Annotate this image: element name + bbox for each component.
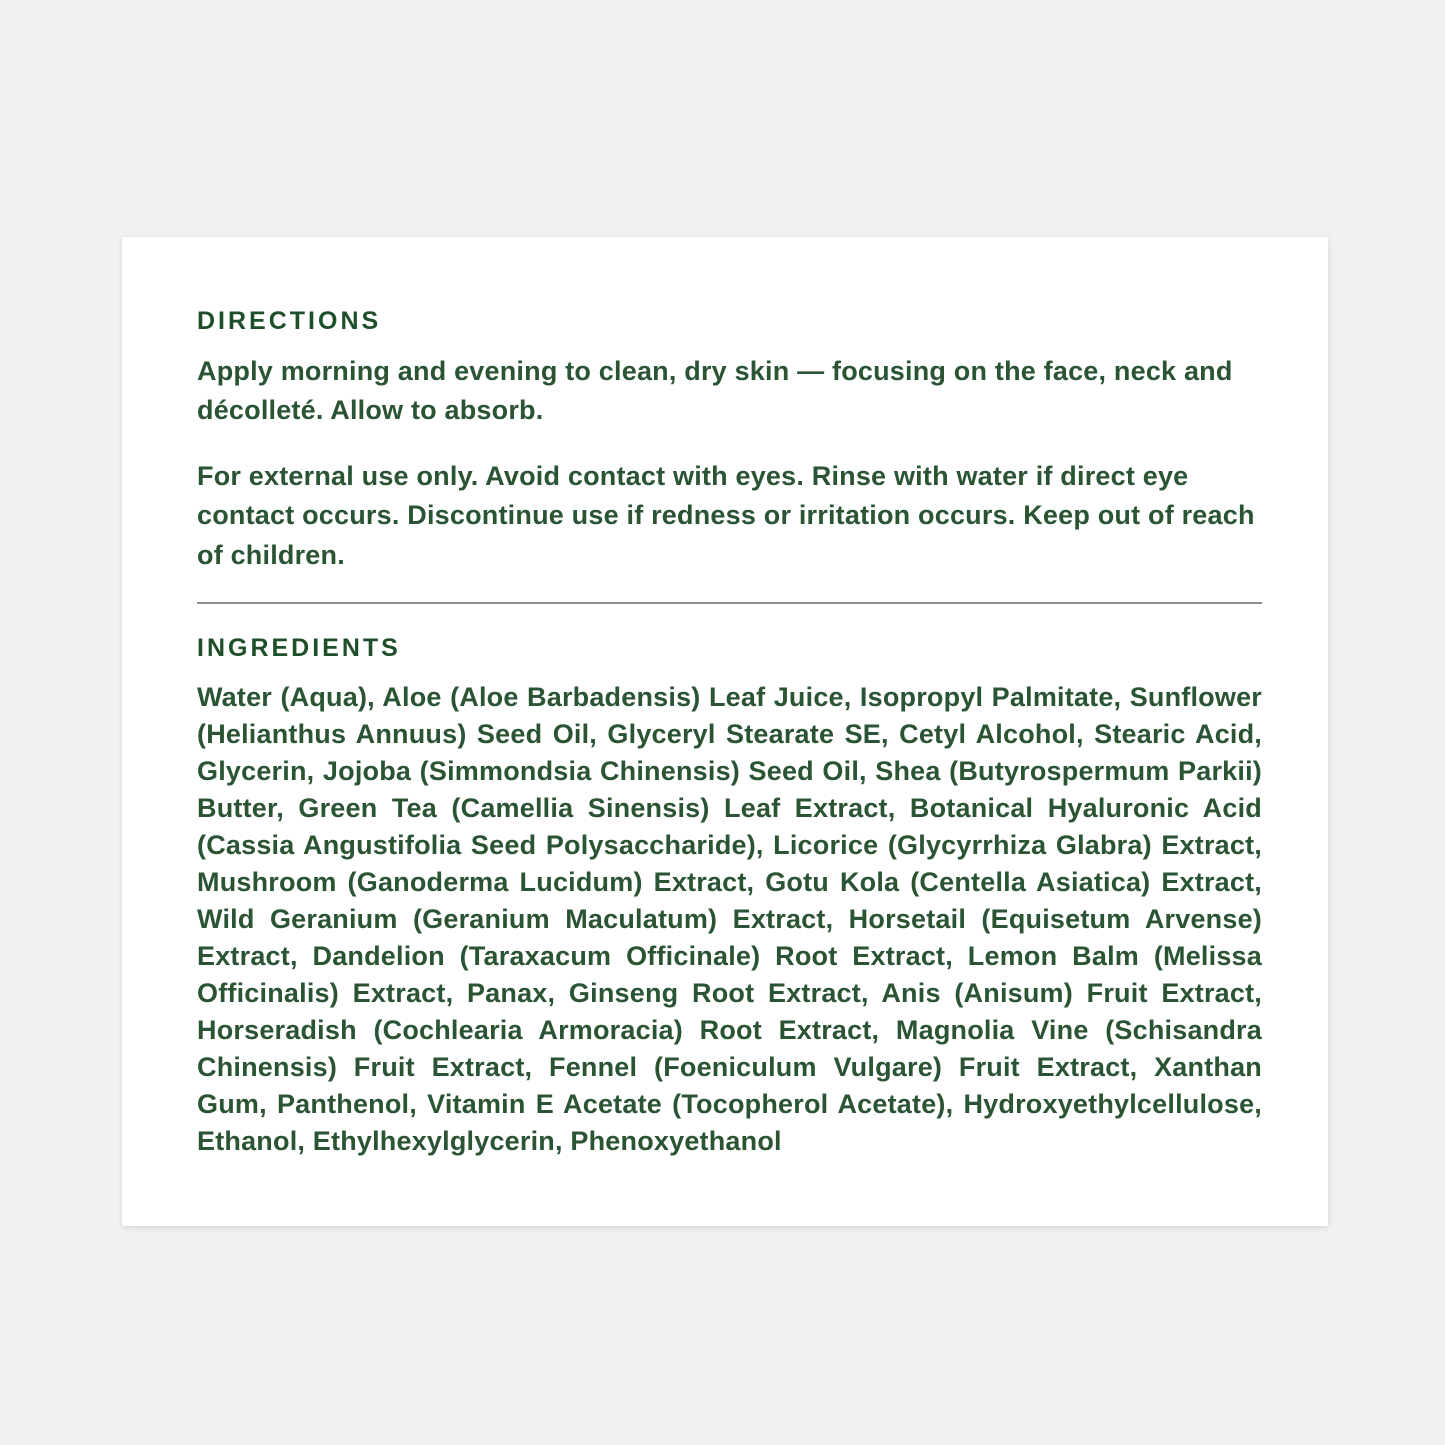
ingredients-heading: INGREDIENTS	[197, 633, 401, 662]
directions-usage-paragraph: Apply morning and evening to clean, dry skin — focusing on the face, neck and décolleté. Allow to absorb.	[197, 356, 1233, 426]
directions-warning-paragraph: For external use only. Avoid contact with eyes. Rinse with water if direct eye contact occurs. Discontinue use if redness or irritation occurs. Keep out of reach of children.	[197, 461, 1255, 570]
directions-heading: DIRECTIONS	[197, 307, 382, 335]
product-label-card	[122, 237, 1328, 1226]
section-divider	[197, 602, 1262, 604]
ingredients-list-text: Water (Aqua), Aloe (Aloe Barbadensis) Leaf Juice, Isopropyl Palmitate, Sunflower (Helianthus Annuus) Seed Oil, Glyceryl Stearate SE, Cetyl Alcohol, Stearic Acid, Glycerin, Jojoba (Simmondsia Chinensis) Seed Oil, Shea (Butyrospermum Parkii) Butter, Green Tea (Camellia Sinensis) Leaf Extract, Botanical Hyaluronic Acid (Cassia Angustifolia Seed Polysaccharide), Licorice (Glycyrrhiza Glabra) Extract, Mushroom (Ganoderma Lucidum) Extract, Gotu Kola (Centella Asiatica) Extract, Wild Geranium (Geranium Maculatum) Extract, Horsetail (Equisetum Arvense) Extract, Dandelion (Taraxacum Officinale) Root Extract, Lemon Balm (Melissa Officinalis) Extract, Panax, Ginseng Root Extract, Anis (Anisum) Fruit Extract, Horseradish (Cochlearia Armoracia) Root Extract, Magnolia Vine (Schisandra Chinensis) Fruit Extract, Fennel (Foeniculum Vulgare) Fruit Extract, Xanthan Gum, Panthenol, Vitamin E Acetate (Tocopherol Acetate), Hydroxyethylcellulose, Ethanol, Ethylhexylglycerin, Phenoxyethanol	[197, 681, 1262, 1156]
